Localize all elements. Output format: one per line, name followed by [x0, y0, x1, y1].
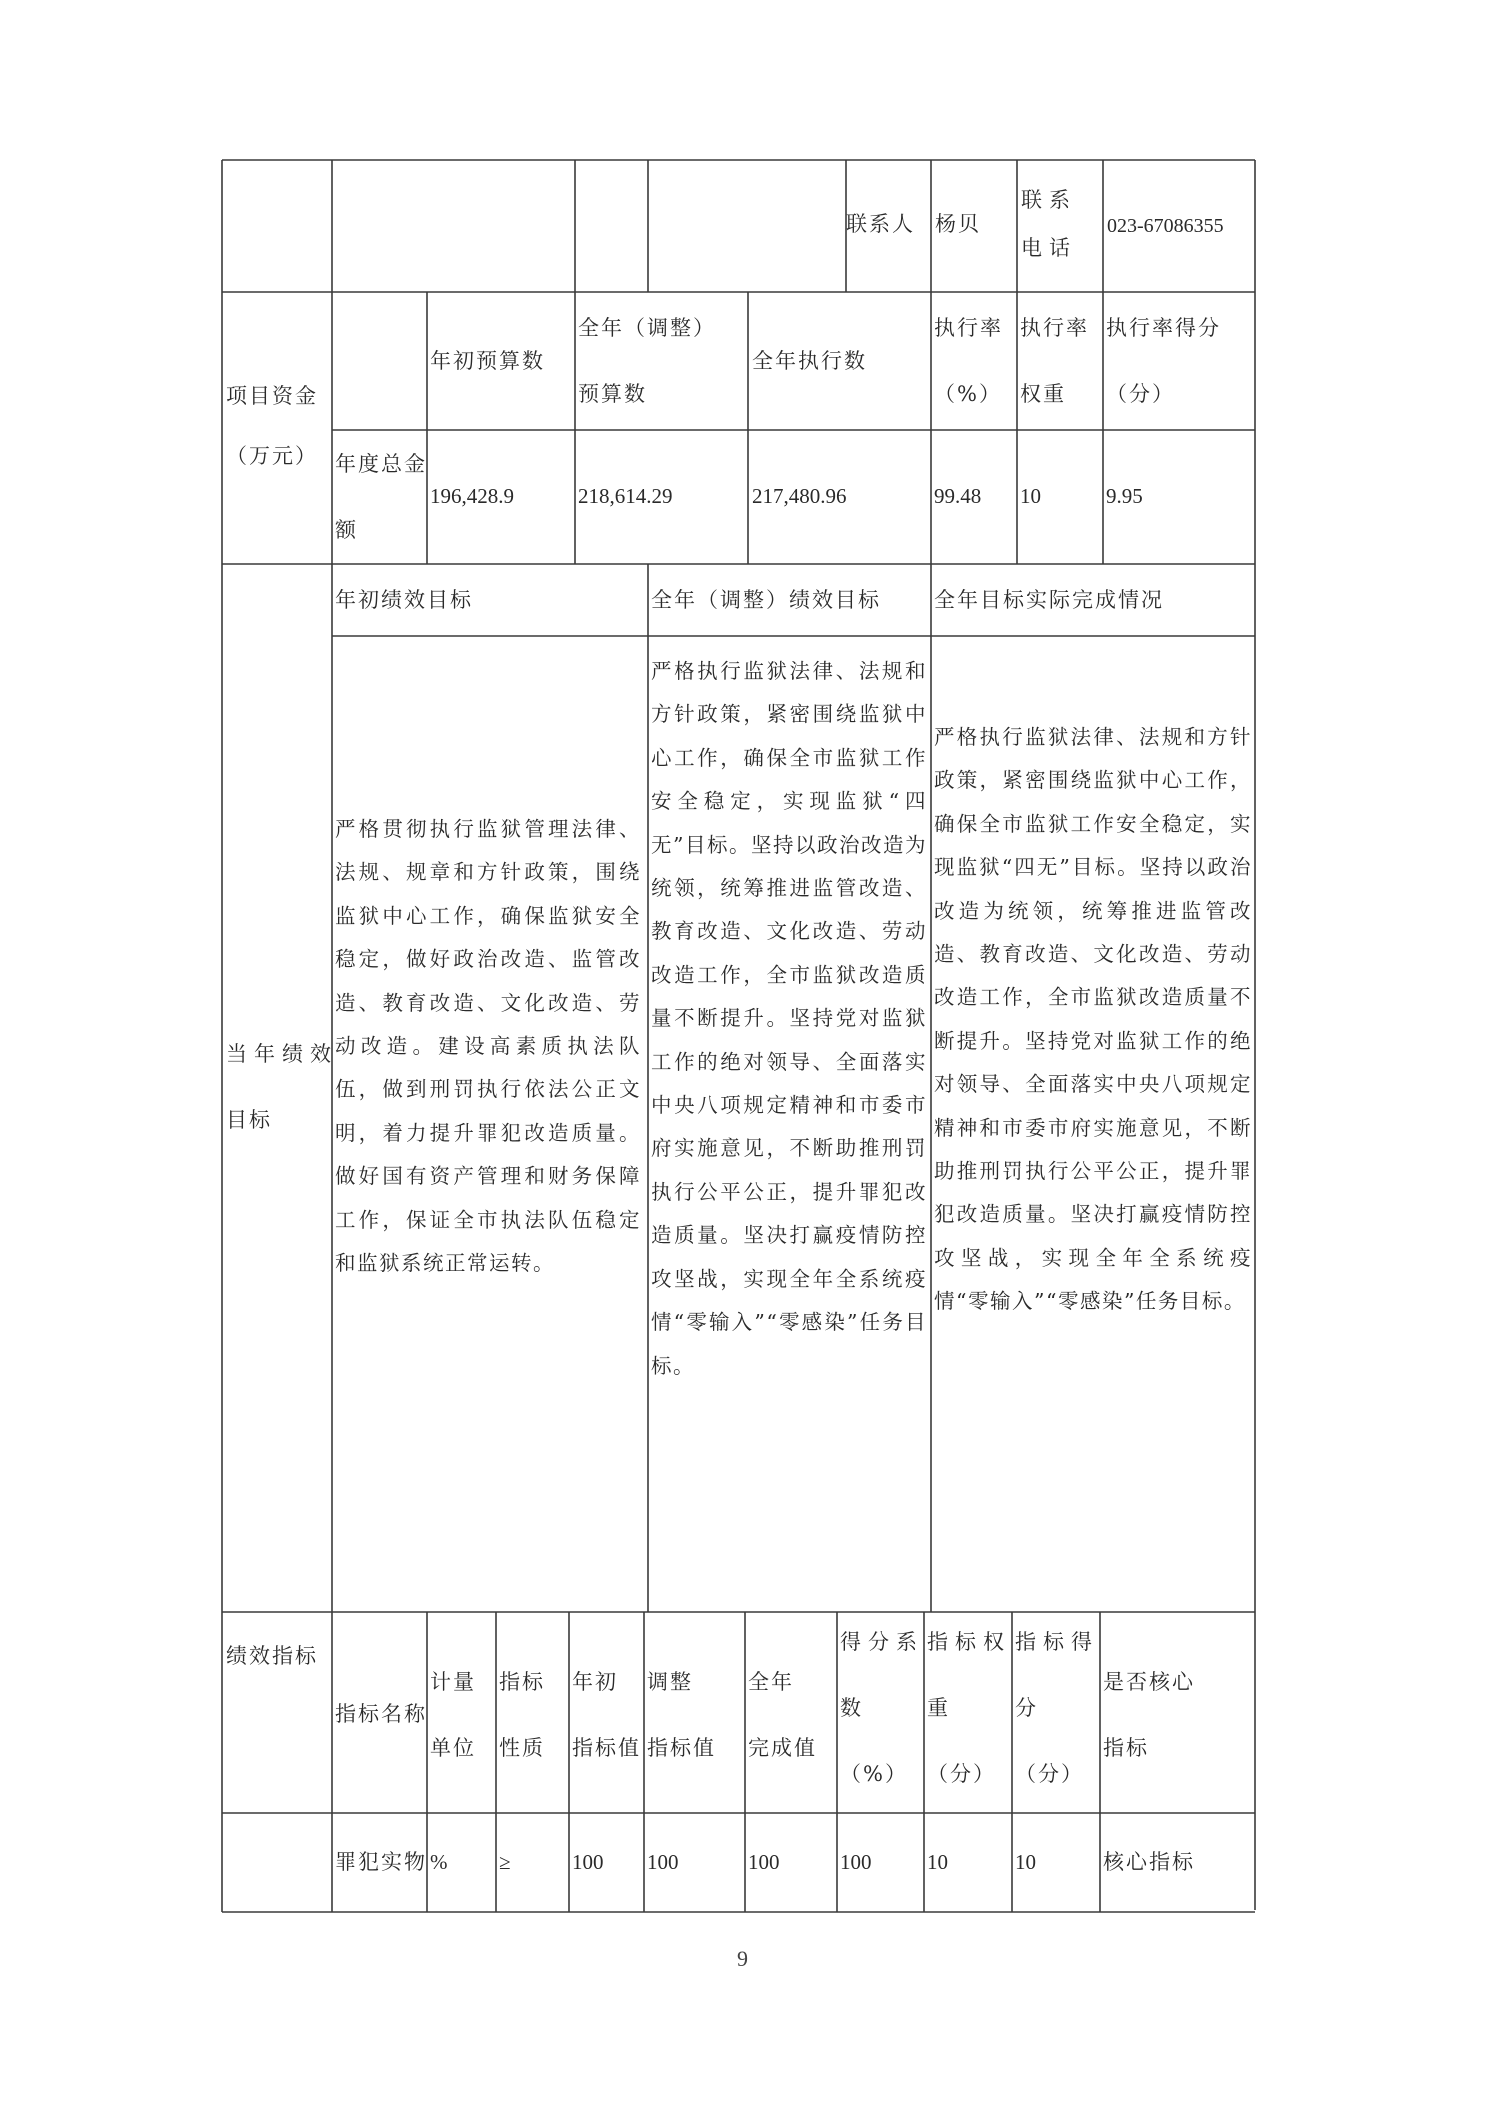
ind-header-unit-line2: 单位	[430, 1736, 476, 1760]
ind-row-coef: 100	[840, 1850, 872, 1874]
ind-row-score: 10	[1015, 1850, 1036, 1874]
goals-header-adjusted: 全年（调整）绩效目标	[651, 588, 881, 612]
header-score-line1: 执行率得分	[1106, 316, 1221, 340]
ind-header-coef-line1: 得分系	[840, 1630, 924, 1654]
header-exec-rate-line2: （%）	[934, 382, 1002, 406]
funds-adjusted-budget: 218,614.29	[578, 484, 673, 508]
funds-executed: 217,480.96	[752, 484, 847, 508]
contact-person-label: 联系人	[846, 212, 915, 236]
ind-header-initial-line2: 指标值	[572, 1736, 641, 1760]
ind-header-adjusted-line2: 指标值	[647, 1736, 716, 1760]
ind-row-nature: ≥	[499, 1850, 511, 1874]
funds-score: 9.95	[1106, 484, 1143, 508]
funds-initial-budget: 196,428.9	[430, 484, 514, 508]
header-executed: 全年执行数	[752, 349, 867, 373]
ind-header-score-line2: 分	[1015, 1696, 1038, 1720]
contact-phone-label: 联系电话	[1021, 188, 1077, 260]
contact-phone-value: 023-67086355	[1107, 215, 1224, 237]
goals-header-initial: 年初绩效目标	[335, 588, 473, 612]
ind-header-actual-line1: 全年	[748, 1670, 794, 1694]
goals-section-label-line1: 当年绩效	[226, 1042, 338, 1066]
ind-header-weight-line2: 重	[927, 1696, 950, 1720]
goals-initial-text: 严格贯彻执行监狱管理法律、法规、规章和方针政策，围绕监狱中心工作，确保监狱安全稳定，做好政治改造、监管改造、教育改造、文化改造、劳动改造。建设高素质执法队伍，做到刑罚执行依法公正文明，着力提升罪犯改造质量。做好国有资产管理和财务保障工作，保证全市执法队伍稳定和监狱系统正常运转。	[335, 817, 641, 1276]
ind-header-initial-line1: 年初	[572, 1670, 618, 1694]
header-initial-budget: 年初预算数	[430, 349, 545, 373]
ind-header-unit-line1: 计量	[430, 1670, 476, 1694]
header-score-line2: （分）	[1106, 382, 1175, 406]
ind-row-actual: 100	[748, 1850, 780, 1874]
ind-header-core-line1: 是否核心	[1103, 1670, 1195, 1694]
goals-actual-text: 严格执行监狱法律、法规和方针政策，紧密围绕监狱中心工作，确保全市监狱工作安全稳定，实现监狱“四无”目标。坚持以政治改造为统领，统筹推进监管改造、教育改造、文化改造、劳动改造工作，全市监狱改造质量不断提升。坚持党对监狱工作的绝对领导、全面落实中央八项规定精神和市委市府实施意见，不断助推刑罚执行公平公正，提升罪犯改造质量。坚决打赢疫情防控攻坚战，实现全年全系统疫情“零输入”“零感染”任务目标。	[934, 725, 1252, 1314]
ind-row-core: 核心指标	[1103, 1850, 1195, 1874]
header-adjusted-budget-line2: 预算数	[578, 382, 647, 406]
ind-header-core-line2: 指标	[1103, 1736, 1149, 1760]
ind-header-actual-line2: 完成值	[748, 1736, 817, 1760]
ind-header-score-line1: 指标得	[1015, 1630, 1099, 1654]
indicators-section-label: 绩效指标	[226, 1644, 318, 1668]
ind-row-adjusted: 100	[647, 1850, 679, 1874]
funds-section-label: 项目资金	[226, 384, 318, 408]
contact-person-value: 杨贝	[935, 212, 981, 236]
ind-header-score-line3: （分）	[1015, 1762, 1084, 1786]
goals-section-label-line2: 目标	[226, 1108, 272, 1132]
ind-header-weight-line3: （分）	[927, 1762, 996, 1786]
ind-header-coef-line3: （%）	[840, 1762, 908, 1786]
funds-section-unit: （万元）	[226, 444, 318, 468]
ind-row-name: 罪犯实物	[335, 1850, 427, 1874]
funds-exec-rate: 99.48	[934, 484, 982, 508]
header-weight-line1: 执行率	[1020, 316, 1089, 340]
goals-header-actual: 全年目标实际完成情况	[934, 588, 1164, 612]
header-adjusted-budget-line1: 全年（调整）	[578, 316, 716, 340]
ind-header-nature-line1: 指标	[499, 1670, 545, 1694]
ind-header-name: 指标名称	[335, 1702, 427, 1726]
funds-row-label-line1: 年度总金	[335, 452, 427, 476]
ind-header-weight-line1: 指标权	[927, 1630, 1011, 1654]
ind-header-coef-line2: 数	[840, 1696, 863, 1720]
ind-row-initial: 100	[572, 1850, 604, 1874]
header-weight-line2: 权重	[1020, 382, 1066, 406]
ind-row-unit: %	[430, 1850, 448, 1874]
ind-header-adjusted-line1: 调整	[647, 1670, 693, 1694]
funds-row-label-line2: 额	[335, 518, 358, 542]
funds-weight: 10	[1020, 484, 1041, 508]
ind-header-nature-line2: 性质	[499, 1736, 545, 1760]
goals-adjusted-text: 严格执行监狱法律、法规和方针政策，紧密围绕监狱中心工作，确保全市监狱工作安全稳定，实现监狱“四无”目标。坚持以政治改造为统领，统筹推进监管改造、教育改造、文化改造、劳动改造工作，全市监狱改造质量不断提升。坚持党对监狱工作的绝对领导、全面落实中央八项规定精神和市委市府实施意见，不断助推刑罚执行公平公正，提升罪犯改造质量。坚决打赢疫情防控攻坚战，实现全年全系统疫情“零输入”“零感染”任务目标。	[651, 659, 927, 1378]
ind-row-weight: 10	[927, 1850, 948, 1874]
page-number: 9	[737, 1946, 748, 1971]
header-exec-rate-line1: 执行率	[934, 316, 1003, 340]
